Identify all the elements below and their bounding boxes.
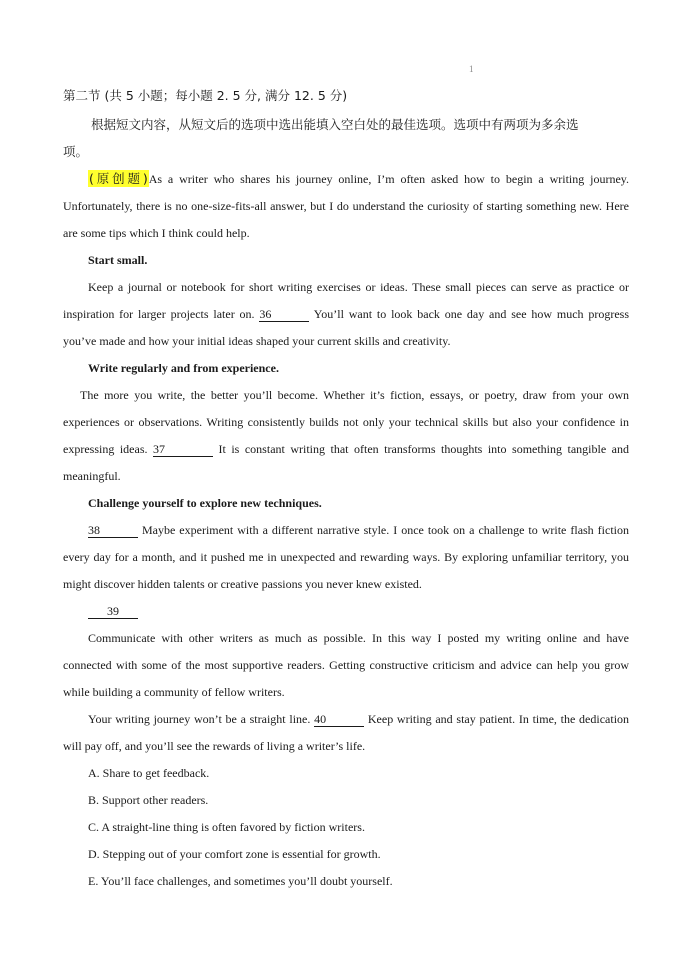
- s5-line-1-before: Your writing journey won’t be a straight line.: [88, 712, 311, 726]
- s5-line-1-after: Keep writing and stay patient. In time, the dedication: [367, 712, 630, 726]
- intro-line-3: are some tips which I think could help.: [63, 226, 250, 240]
- blank-39: 39: [88, 604, 138, 619]
- page-mark: 1: [469, 64, 474, 74]
- s4-line-2: connected with some of the most supportive readers. Getting constructive criticism and advice can help you grow: [63, 658, 629, 672]
- s2-line-4: meaningful.: [63, 469, 121, 483]
- s1-line-1: Keep a journal or notebook for short writing exercises or ideas. These small pieces can serve as practice or: [88, 280, 629, 294]
- original-question-tag: (原创题): [89, 171, 148, 186]
- option-d: D. Stepping out of your comfort zone is essential for growth.: [88, 847, 381, 861]
- blank-37: 37: [153, 442, 213, 457]
- intro-text-1: As a writer who shares his journey online, I’m often asked how to begin a writing journey.: [148, 172, 629, 186]
- s4-blank-line: [88, 603, 629, 619]
- intro-line-1: [88, 171, 629, 187]
- blank-36: 36: [259, 307, 309, 322]
- s1-line-2-before: inspiration for larger projects later on.: [63, 307, 255, 321]
- s3-line-1: [88, 522, 629, 538]
- s3-line-2: every day for a month, and it pushed me in unexpected and rewarding ways. By exploring unfamiliar territory, you: [63, 550, 629, 564]
- s2-line-3: [63, 441, 629, 457]
- s2-line-3-after: It is constant writing that often transforms thoughts into something tangible and: [218, 442, 630, 456]
- option-c: C. A straight-line thing is often favored by fiction writers.: [88, 820, 365, 834]
- s1-line-2-after: You’ll want to look back one day and see how much progress: [313, 307, 630, 321]
- heading-start-small: Start small.: [88, 253, 148, 267]
- s1-line-3: you’ve made and how your initial ideas shaped your current skills and creativity.: [63, 334, 451, 348]
- instructions-line-2: 项。: [63, 144, 89, 159]
- option-e: E. You’ll face challenges, and sometimes you’ll doubt yourself.: [88, 874, 393, 888]
- intro-line-2: Unfortunately, there is no one-size-fits-all answer, but I do understand the curiosity of starting something new. Here: [63, 199, 629, 213]
- s3-line-1-after: Maybe experiment with a different narrative style. I once took on a challenge to write flash fiction: [141, 523, 629, 537]
- s4-line-3: while building a community of fellow writers.: [63, 685, 285, 699]
- s3-line-3: might discover hidden talents or creative passions you never knew existed.: [63, 577, 422, 591]
- instructions-line-1: 根据短文内容，从短文后的选项中选出能填入空白处的最佳选项。选项中有两项为多余选: [91, 117, 579, 132]
- heading-write-regularly: Write regularly and from experience.: [88, 361, 279, 375]
- s2-line-2: experiences or observations. Writing consistently builds not only your technical skills but also your confidence in: [63, 415, 629, 429]
- blank-38: 38: [88, 523, 138, 538]
- heading-challenge-yourself: Challenge yourself to explore new techniques.: [88, 496, 322, 510]
- s5-line-1: [88, 711, 629, 727]
- blank-40: 40: [314, 712, 364, 727]
- s1-line-2: [63, 306, 629, 322]
- option-b: B. Support other readers.: [88, 793, 209, 807]
- s4-line-1: Communicate with other writers as much as possible. In this way I posted my writing online and have: [88, 631, 629, 645]
- option-a: A. Share to get feedback.: [88, 766, 210, 780]
- s2-line-3-before: expressing ideas.: [63, 442, 148, 456]
- section-header: 第二节 (共 5 小题；每小题 2. 5 分, 满分 12. 5 分): [63, 88, 348, 103]
- s5-line-2: will pay off, and you’ll see the rewards of living a writer’s life.: [63, 739, 366, 753]
- s2-line-1: The more you write, the better you’ll become. Whether it’s fiction, essays, or poetry, draw from your own: [80, 388, 629, 402]
